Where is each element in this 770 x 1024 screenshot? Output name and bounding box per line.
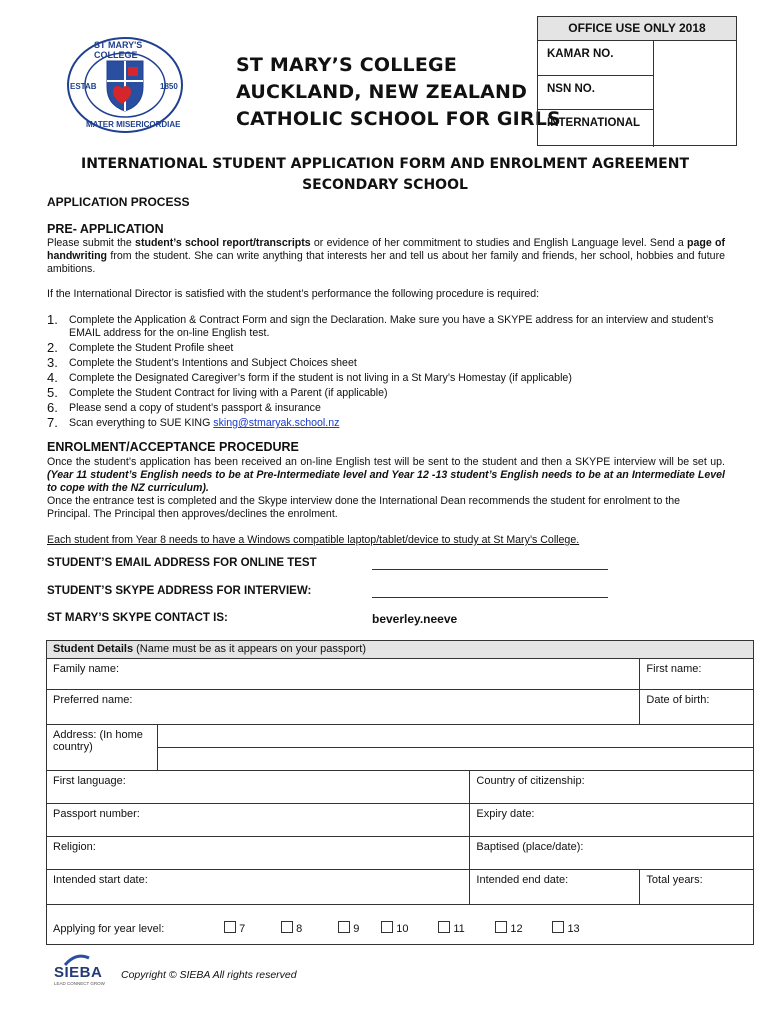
baptised-field[interactable]: Baptised (place/date):	[470, 837, 754, 870]
office-use-box	[537, 16, 737, 146]
school-type: CATHOLIC SCHOOL FOR GIRLS	[236, 108, 561, 130]
checkbox[interactable]	[438, 921, 450, 933]
pre-app-text-c: or evidence of her commitment to studies and English Language level. Send a	[310, 237, 688, 249]
passport-number-field[interactable]: Passport number:	[47, 804, 470, 837]
student-email-input[interactable]	[372, 559, 608, 570]
year-10-option[interactable]	[381, 921, 435, 935]
pre-app-text-e: from the student. She can write anything that interests her and tell us about her family and friends, her school, hobbies and future ambitions.	[47, 250, 725, 275]
college-skype-label: ST MARY’S SKYPE CONTACT IS:	[47, 612, 228, 624]
step-number: 7.	[47, 415, 58, 430]
procedure-steps	[47, 314, 717, 432]
year-option-label: 7	[239, 922, 246, 935]
kamar-no-field[interactable]: KAMAR NO.	[538, 41, 654, 75]
step-text: Complete the Designated Caregiver’s form if the student is not living in a St Mary’s Homestay (if applicable)	[69, 372, 572, 384]
checkbox[interactable]	[495, 921, 507, 933]
student-email-label: STUDENT’S EMAIL ADDRESS FOR ONLINE TEST	[47, 557, 317, 569]
year-11-option[interactable]	[438, 921, 492, 935]
enrolment-paragraph	[47, 456, 725, 495]
step-number: 1.	[47, 312, 58, 327]
enrolment-english-level-note: (Year 11 student’s English needs to be at Pre-Intermediate level and Year 12 -13 student’s English needs to be at an Intermediate Level to cope with the NZ curriculum).	[47, 469, 725, 494]
student-details-title: Student Details	[53, 643, 134, 655]
year-option-label: 13	[567, 922, 580, 935]
year-option-label: 10	[396, 922, 409, 935]
step-number: 6.	[47, 400, 58, 415]
table-row	[47, 725, 754, 771]
year-12-option[interactable]	[495, 921, 549, 935]
form-title	[0, 154, 770, 196]
pre-application-heading: PRE- APPLICATION	[47, 222, 164, 236]
enrolment-paragraph-2: Once the entrance test is completed and the Skype interview done the International Dean recommends the student for enrolment to the Principal. The Principal then approves/declines the enrolment.	[47, 495, 681, 520]
sue-king-email-link[interactable]: sking@stmaryak.school.nz	[213, 417, 340, 429]
sieba-wordmark: SIEBA	[54, 964, 103, 981]
international-field[interactable]: INTERNATIONAL	[538, 109, 654, 147]
step-number: 5.	[47, 385, 58, 400]
pre-application-paragraph	[47, 237, 725, 276]
date-of-birth-field[interactable]: Date of birth:	[640, 690, 754, 725]
list-item	[47, 402, 717, 415]
pre-application-section	[47, 222, 725, 301]
address-line-2[interactable]	[158, 748, 753, 770]
college-skype-value: beverley.neeve	[372, 612, 458, 626]
list-item	[47, 387, 717, 400]
address-label: Address: (In home country)	[47, 725, 158, 771]
address-field[interactable]	[158, 725, 754, 771]
step-text: Complete the Student Contract for living with a Parent (if applicable)	[69, 387, 388, 399]
religion-field[interactable]: Religion:	[47, 837, 470, 870]
checkbox[interactable]	[552, 921, 564, 933]
crest-text	[66, 36, 184, 134]
office-use-title: OFFICE USE ONLY 2018	[538, 17, 736, 41]
application-process-heading: APPLICATION PROCESS	[47, 195, 190, 209]
crest-left-text: ESTAB	[70, 82, 97, 91]
step-text: Complete the Application & Contract Form and sign the Declaration. Make sure you have a SKYPE address for an interview and student’s EMAIL address for the on-line English test.	[69, 314, 714, 339]
enrolment-text-a: Once the student’s application has been received an on-line English test will be sent to the student and then a SKYPE interview will be set up.	[47, 456, 725, 468]
table-row	[47, 641, 754, 659]
checkbox[interactable]	[381, 921, 393, 933]
form-title-line1: INTERNATIONAL STUDENT APPLICATION FORM AND ENROLMENT AGREEMENT	[81, 156, 689, 172]
table-row	[47, 837, 754, 870]
student-details-table	[46, 640, 754, 945]
year-7-option[interactable]	[224, 921, 278, 935]
pre-app-text-b: student’s school report/transcripts	[135, 237, 311, 249]
intended-end-date-field[interactable]: Intended end date:	[470, 870, 640, 905]
year-option-label: 12	[510, 922, 523, 935]
step-text: Complete the Student Profile sheet	[69, 342, 234, 354]
crest-bottom-text: MATER MISERICORDIAE	[86, 120, 181, 129]
school-name: ST MARY’S COLLEGE	[236, 54, 458, 76]
student-details-note: (Name must be as it appears on your passport)	[133, 643, 367, 655]
year-option-label: 9	[353, 922, 360, 935]
student-skype-label: STUDENT’S SKYPE ADDRESS FOR INTERVIEW:	[47, 585, 312, 597]
step-text: Scan everything to SUE KING	[69, 417, 214, 429]
intended-start-date-field[interactable]: Intended start date:	[47, 870, 470, 905]
nsn-no-field[interactable]: NSN NO.	[538, 75, 654, 109]
checkbox[interactable]	[281, 921, 293, 933]
first-language-field[interactable]: First language:	[47, 771, 470, 804]
first-name-field[interactable]: First name:	[640, 659, 754, 690]
list-item	[47, 372, 717, 385]
crest-right-text: 1850	[160, 82, 178, 91]
checkbox[interactable]	[338, 921, 350, 933]
year-8-option[interactable]	[281, 921, 335, 935]
citizenship-field[interactable]: Country of citizenship:	[470, 771, 754, 804]
year-level-row	[47, 905, 754, 945]
checkbox[interactable]	[224, 921, 236, 933]
list-item	[47, 357, 717, 370]
student-details-header	[47, 641, 754, 659]
sieba-tagline: LEAD CONNECT GROW	[54, 981, 105, 986]
year-option-label: 8	[296, 922, 303, 935]
table-row	[47, 905, 754, 945]
student-skype-input[interactable]	[372, 587, 608, 598]
pre-app-text-d: page of handwriting	[47, 237, 725, 262]
family-name-field[interactable]: Family name:	[47, 659, 640, 690]
table-row	[47, 804, 754, 837]
copyright-text: Copyright © SIEBA All rights reserved	[121, 969, 297, 981]
year-level-label: Applying for year level:	[53, 922, 165, 935]
school-location: AUCKLAND, NEW ZEALAND	[236, 81, 528, 103]
school-name-block	[236, 52, 561, 133]
total-years-field[interactable]: Total years:	[640, 870, 754, 905]
expiry-date-field[interactable]: Expiry date:	[470, 804, 754, 837]
enrolment-section	[47, 440, 725, 547]
list-item	[47, 342, 717, 355]
preferred-name-field[interactable]: Preferred name:	[47, 690, 640, 725]
procedure-intro: If the International Director is satisfied with the student’s performance the following procedure is required:	[47, 288, 540, 300]
step-text: Complete the Student’s Intentions and Subject Choices sheet	[69, 357, 357, 369]
table-row	[47, 870, 754, 905]
table-row	[47, 690, 754, 725]
list-item	[47, 417, 717, 430]
form-title-line2: SECONDARY SCHOOL	[302, 177, 468, 193]
list-item	[47, 314, 717, 340]
step-number: 2.	[47, 340, 58, 355]
crest-top-text: ST MARY'S COLLEGE	[94, 40, 143, 60]
device-requirement-note: Each student from Year 8 needs to have a Windows compatible laptop/tablet/device to study at St Mary’s College.	[47, 534, 580, 546]
table-row	[47, 659, 754, 690]
year-option-label: 11	[453, 922, 465, 935]
address-line-1[interactable]	[158, 725, 753, 748]
year-9-option[interactable]	[338, 921, 378, 935]
step-number: 4.	[47, 370, 58, 385]
table-row	[47, 771, 754, 804]
step-number: 3.	[47, 355, 58, 370]
step-text: Please send a copy of student’s passport & insurance	[69, 402, 321, 414]
enrolment-heading: ENROLMENT/ACCEPTANCE PROCEDURE	[47, 440, 299, 454]
year-13-option[interactable]	[552, 921, 592, 935]
pre-app-text-a: Please submit the	[47, 237, 136, 249]
